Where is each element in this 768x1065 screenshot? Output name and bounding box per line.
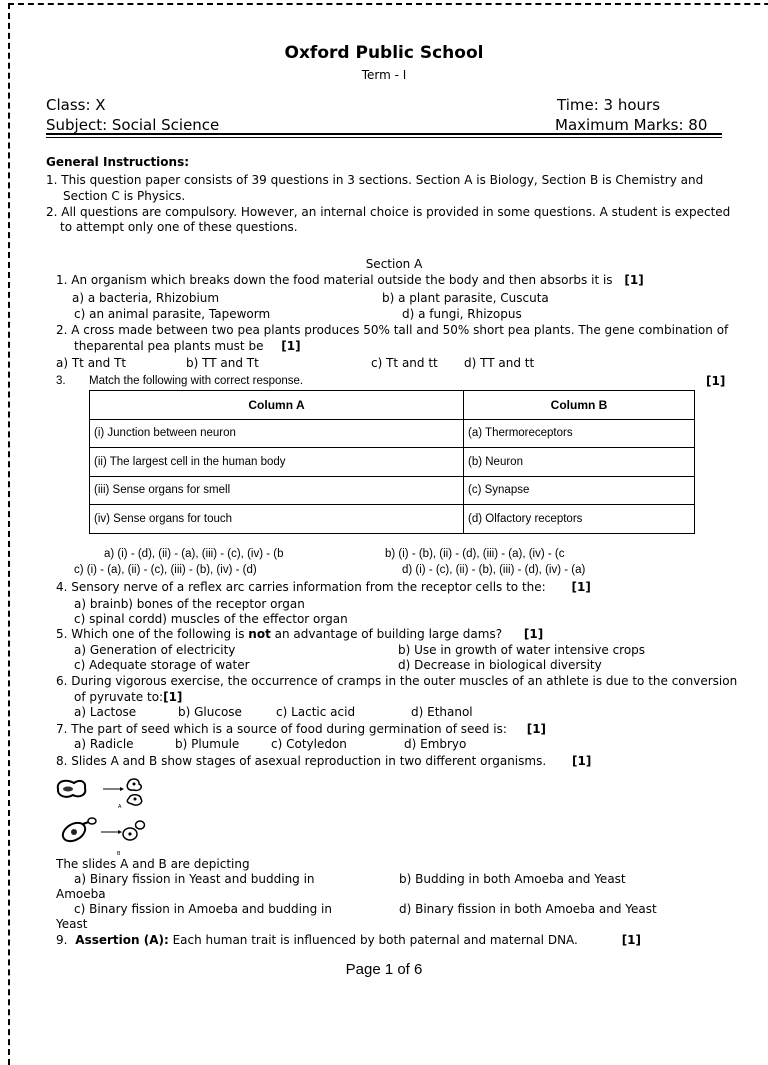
option-c: c) Binary fission in Amoeba and budding in — [74, 902, 332, 916]
option-a: a) a bacteria, Rhizobium — [72, 291, 220, 305]
table-row — [90, 476, 695, 505]
option-c: c) Cotyledon — [271, 737, 347, 751]
question-text: 4. Sensory nerve of a reflex arc carries information from the receptor cells to the: — [56, 580, 546, 594]
marks-badge: [1] — [706, 374, 726, 388]
marks-badge: [1] — [523, 627, 544, 641]
question-text: 1. An organism which breaks down the food material outside the body and then absorbs it is — [56, 273, 613, 287]
table-row — [90, 448, 695, 477]
option-a: a) Generation of electricity — [74, 643, 236, 657]
class-label: Class: X — [46, 96, 106, 114]
slide-b — [60, 818, 145, 857]
marks-badge: [1] — [621, 933, 642, 947]
marks-badge: [1] — [526, 722, 547, 736]
question-6-cont — [74, 690, 182, 704]
slide-a-label: A — [118, 804, 122, 810]
option-b: b) Glucose — [178, 705, 242, 719]
question-text: theparental pea plants must be — [74, 339, 264, 353]
option-d: d) Binary fission in both Amoeba and Yeast — [399, 902, 657, 916]
instructions-heading: General Instructions: — [46, 155, 190, 169]
marks-badge: [1] — [571, 580, 591, 594]
option-a: a) Radicle — [74, 737, 134, 751]
question-text: 7. The part of seed which is a source of food during germination of seed is: — [56, 722, 507, 736]
option-c: c) Adequate storage of water — [74, 658, 250, 672]
table-cell: (a) Thermoreceptors — [464, 419, 695, 448]
option-a: a) (i) - (d), (ii) - (a), (iii) - (c), (iv) - (b — [104, 548, 284, 560]
option-a: a) Lactose — [74, 705, 137, 719]
page-number: Page 1 of 6 — [345, 961, 423, 978]
section-title: Section A — [365, 257, 423, 271]
question-3-number: 3. — [56, 375, 66, 387]
question-9 — [56, 933, 641, 947]
table-cell: (i) Junction between neuron — [90, 419, 464, 448]
question-number: 9. — [56, 933, 68, 947]
table-row — [90, 419, 695, 448]
question-text: an advantage of building large dams? — [270, 627, 503, 641]
slide-a — [58, 779, 142, 810]
question-text: of pyruvate to: — [74, 690, 164, 704]
option-d: d) Ethanol — [411, 705, 473, 719]
question-emphasis: not — [248, 627, 271, 641]
table-row — [90, 505, 695, 534]
question-text: Each human trait is influenced by both paternal and maternal DNA. — [168, 933, 578, 947]
option-b: b) a plant parasite, Cuscuta — [382, 291, 549, 305]
option-a-cont: Amoeba — [56, 887, 106, 901]
marks-badge: [1] — [624, 273, 644, 287]
marks-badge: [1] — [571, 754, 592, 768]
table-cell: (ii) The largest cell in the human body — [90, 448, 464, 477]
option-c: c) Lactic acid — [276, 705, 356, 719]
instruction-2-cont: to attempt only one of these questions. — [60, 220, 298, 234]
table-cell: (b) Neuron — [464, 448, 695, 477]
table-cell: (d) Olfactory receptors — [464, 505, 695, 534]
question-text: 5. Which one of the following is — [56, 627, 249, 641]
slide-b-label: B — [117, 851, 121, 857]
options-ab: a) brainb) bones of the receptor organ — [74, 597, 305, 611]
header-rule — [46, 133, 722, 135]
question-8-depicting: The slides A and B are depicting — [56, 857, 250, 871]
term-label: Term - I — [361, 68, 407, 82]
match-table — [89, 390, 695, 534]
option-c: c) Tt and tt — [371, 356, 438, 370]
option-b: b) Use in growth of water intensive crops — [398, 643, 646, 657]
table-cell: (iii) Sense organs for smell — [90, 476, 464, 505]
option-b: b) (i) - (b), (ii) - (d), (iii) - (a), (iv) - (c — [385, 548, 565, 560]
table-header-row — [90, 391, 695, 420]
asexual-reproduction-figure — [54, 774, 154, 860]
option-b: b) Budding in both Amoeba and Yeast — [399, 872, 626, 886]
column-b-header: Column B — [464, 391, 695, 420]
question-6: 6. During vigorous exercise, the occurrence of cramps in the outer muscles of an athlete is due to the conversion — [56, 674, 738, 688]
school-title: Oxford Public School — [284, 43, 484, 63]
max-marks-label: Maximum Marks: 80 — [555, 116, 708, 134]
option-a: a) Binary fission in Yeast and budding in — [74, 872, 315, 886]
option-d: d) Decrease in biological diversity — [398, 658, 602, 672]
option-d: d) Embryo — [404, 737, 467, 751]
option-c-cont: Yeast — [56, 917, 88, 931]
instruction-2: 2. All questions are compulsory. However, an internal choice is provided in some questions. A student is expected — [46, 205, 731, 219]
question-4 — [56, 580, 591, 594]
question-8 — [56, 754, 591, 768]
question-5 — [56, 627, 543, 641]
question-2-cont — [74, 339, 301, 353]
option-c: c) (i) - (a), (ii) - (c), (iii) - (b), (iv) - (d) — [74, 564, 257, 576]
instruction-1: 1. This question paper consists of 39 questions in 3 sections. Section A is Biology, Section B is Chemistry and — [46, 173, 704, 187]
option-a: a) Tt and Tt — [56, 356, 127, 370]
option-b: b) TT and Tt — [186, 356, 259, 370]
marks-badge: [1] — [163, 690, 183, 704]
option-d: d) a fungi, Rhizopus — [402, 307, 522, 321]
subject-label: Subject: Social Science — [46, 116, 220, 134]
question-7 — [56, 722, 546, 736]
table-cell: (iv) Sense organs for touch — [90, 505, 464, 534]
option-d: d) TT and tt — [464, 356, 535, 370]
column-a-header: Column A — [90, 391, 464, 420]
question-text: 8. Slides A and B show stages of asexual reproduction in two different organisms. — [56, 754, 547, 768]
question-1 — [56, 273, 644, 287]
marks-badge: [1] — [281, 339, 301, 353]
header-rule-thin — [46, 137, 722, 138]
assertion-label: Assertion (A): — [75, 933, 169, 947]
question-3: Match the following with correct response. — [89, 375, 304, 387]
question-2: 2. A cross made between two pea plants produces 50% tall and 50% short pea plants. The gene combination of — [56, 323, 729, 337]
time-label: Time: 3 hours — [557, 96, 661, 114]
option-c: c) an animal parasite, Tapeworm — [74, 307, 271, 321]
option-b: b) Plumule — [175, 737, 240, 751]
table-cell: (c) Synapse — [464, 476, 695, 505]
option-d: d) (i) - (c), (ii) - (b), (iii) - (d), (iv) - (a) — [402, 564, 586, 576]
options-cd: c) spinal cordd) muscles of the effector organ — [74, 612, 348, 626]
instruction-1-cont: Section C is Physics. — [63, 189, 186, 203]
